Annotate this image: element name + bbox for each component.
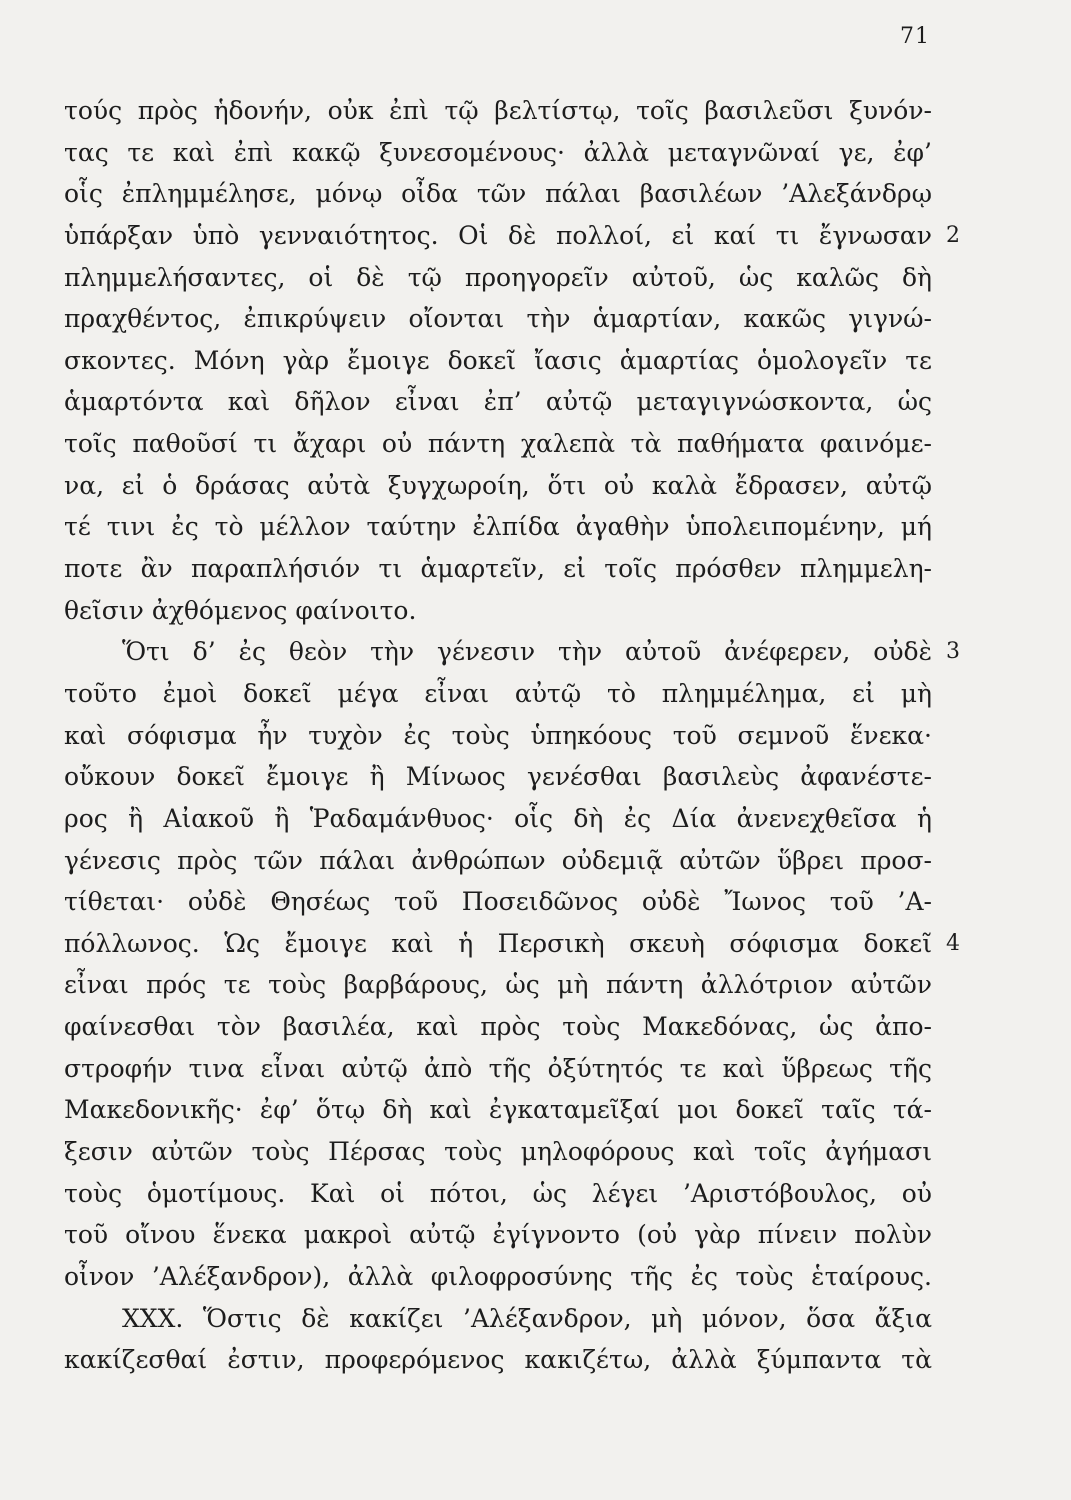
text-line-content: τίθεται· οὐδὲ Θησέως τοῦ Ποσειδῶνος οὐδὲ Ἴωνος τοῦ ’Α- <box>64 887 932 917</box>
text-line <box>64 1339 932 1381</box>
page-number: 71 <box>900 24 930 49</box>
text-line-content: πλημμελήσαντες, οἱ δὲ τῷ προηγορεῖν αὐτοῦ, ὡς καλῶς δὴ <box>64 262 932 292</box>
text-line-content: στροφήν τινα εἶναι αὐτῷ ἀπὸ τῆς ὀξύτητός τε καὶ ὕβρεως τῆς <box>64 1053 932 1083</box>
text-line <box>64 465 932 507</box>
text-line <box>64 756 932 798</box>
text-line-content: οἶνον ’Αλέξανδρον), ἀλλὰ φιλοφροσύνης τῆς ἐς τοὺς ἑταίρους. <box>64 1261 932 1291</box>
text-line <box>64 215 960 257</box>
text-line-content: καὶ σόφισμα ἦν τυχὸν ἐς τοὺς ὑπηκόους τοῦ σεμνοῦ ἕνεκα· <box>64 720 932 750</box>
text-line-content: τοὺς ὁμοτίμους. Καὶ οἱ πότοι, ὡς λέγει ’Αριστόβουλος, οὐ <box>64 1178 932 1208</box>
text-line-content: ἁμαρτόντα καὶ δῆλον εἶναι ἐπ’ αὐτῷ μεταγιγνώσκοντα, ὡς <box>64 387 932 417</box>
text-line-content: Μακεδονικῆς· ἐφ’ ὅτῳ δὴ καὶ ἐγκαταμεῖξαί μοι δοκεῖ ταῖς τά- <box>64 1095 932 1125</box>
section-marker: 3 <box>946 639 960 665</box>
text-line-content: να, εἰ ὁ δράσας αὐτὰ ξυγχωροίη, ὅτι οὐ καλὰ ἔδρασεν, αὐτῷ <box>64 470 932 500</box>
text-line <box>64 964 932 1006</box>
text-line <box>64 423 932 465</box>
text-line-content: XXX. Ὅστις δὲ κακίζει ’Αλέξανδρον, μὴ μόνον, ὅσα ἄξια <box>122 1303 932 1333</box>
text-line-content: Ὅτι δ’ ἐς θεὸν τὴν γένεσιν τὴν αὐτοῦ ἀνέφερεν, οὐδὲ <box>122 637 932 667</box>
text-line-content: ρος ἢ Αἰακοῦ ἢ Ῥαδαμάνθυος· οἷς δὴ ἐς Δία ἀνενεχθεῖσα ἡ <box>64 803 932 833</box>
text-line-content: ξεσιν αὐτῶν τοὺς Πέρσας τοὺς μηλοφόρους καὶ τοῖς ἀγήμασι <box>64 1137 932 1167</box>
text-line-content: τοῦ οἴνου ἕνεκα μακροὶ αὐτῷ ἐγίγνοντο (οὐ γὰρ πίνειν πολὺν <box>64 1220 932 1250</box>
text-line <box>64 590 932 632</box>
greek-text-block <box>64 90 960 1381</box>
text-line <box>64 173 932 215</box>
text-line-content: γένεσις πρὸς τῶν πάλαι ἀνθρώπων οὐδεμιᾷ αὐτῶν ὕβρει προσ- <box>64 845 932 875</box>
text-line <box>64 673 932 715</box>
text-line <box>64 1131 932 1173</box>
text-line-content: τέ τινι ἐς τὸ μέλλον ταύτην ἐλπίδα ἀγαθὴν ὑπολειπομένην, μή <box>64 512 932 542</box>
text-line-content: ὑπάρξαν ὑπὸ γενναιότητος. Οἱ δὲ πολλοί, εἰ καί τι ἔγνωσαν <box>64 220 932 250</box>
text-line-content: τας τε καὶ ἐπὶ κακῷ ξυνεσομένους· ἀλλὰ μεταγνῶναί γε, ἐφ’ <box>64 137 932 167</box>
text-line <box>64 132 932 174</box>
text-line <box>64 548 932 590</box>
text-line <box>64 381 932 423</box>
text-line <box>64 840 932 882</box>
section-marker: 4 <box>946 930 960 956</box>
text-line-content: πραχθέντος, ἐπικρύψειν οἴονται τὴν ἁμαρτίαν, κακῶς γιγνώ- <box>64 304 932 334</box>
text-line-content: εἶναι πρός τε τοὺς βαρβάρους, ὡς μὴ πάντη ἀλλότριον αὐτῶν <box>64 970 932 1000</box>
text-line-content: πόλλωνος. Ὡς ἔμοιγε καὶ ἡ Περσικὴ σκευὴ σόφισμα δοκεῖ <box>64 928 932 958</box>
text-line <box>64 1214 932 1256</box>
text-line <box>64 257 932 299</box>
text-line <box>64 1089 932 1131</box>
text-line-content: θεῖσιν ἀχθόμενος φαίνοιτο. <box>64 595 417 625</box>
text-line <box>64 1173 932 1215</box>
text-line-content: ποτε ἂν παραπλήσιόν τι ἁμαρτεῖν, εἰ τοῖς πρόσθεν πλημμελη- <box>64 554 932 584</box>
text-line <box>64 1256 932 1298</box>
text-line <box>64 298 932 340</box>
text-line <box>64 1006 932 1048</box>
text-line <box>64 90 932 132</box>
text-line-content: οὔκουν δοκεῖ ἔμοιγε ἢ Μίνωος γενέσθαι βασιλεὺς ἀφανέστε- <box>64 762 932 792</box>
text-line <box>64 631 960 673</box>
text-line-content: οἷς ἐπλημμέλησε, μόνῳ οἶδα τῶν πάλαι βασιλέων ’Αλεξάνδρῳ <box>64 179 932 209</box>
text-line <box>64 881 932 923</box>
text-line <box>64 798 932 840</box>
text-line-content: κακίζεσθαί ἐστιν, προφερόμενος κακιζέτω, ἀλλὰ ξύμπαντα τὰ <box>64 1345 932 1375</box>
text-line-content: σκοντες. Μόνη γὰρ ἔμοιγε δοκεῖ ἴασις ἁμαρτίας ὁμολογεῖν τε <box>64 345 932 375</box>
text-line <box>64 340 932 382</box>
text-line-content: τοῦτο ἐμοὶ δοκεῖ μέγα εἶναι αὐτῷ τὸ πλημμέλημα, εἰ μὴ <box>64 678 932 708</box>
text-line-content: τούς πρὸς ἡδονήν, οὐκ ἐπὶ τῷ βελτίστῳ, τοῖς βασιλεῦσι ξυνόν- <box>64 96 932 125</box>
text-line <box>64 506 932 548</box>
text-line <box>64 923 960 965</box>
text-line-content: φαίνεσθαι τὸν βασιλέα, καὶ πρὸς τοὺς Μακεδόνας, ὡς ἀπο- <box>64 1012 932 1042</box>
text-line <box>64 715 932 757</box>
section-marker: 2 <box>946 222 960 248</box>
text-line <box>64 1048 932 1090</box>
text-line <box>64 1298 932 1340</box>
text-line-content: τοῖς παθοῦσί τι ἄχαρι οὐ πάντη χαλεπὰ τὰ παθήματα φαινόμε- <box>64 429 932 459</box>
